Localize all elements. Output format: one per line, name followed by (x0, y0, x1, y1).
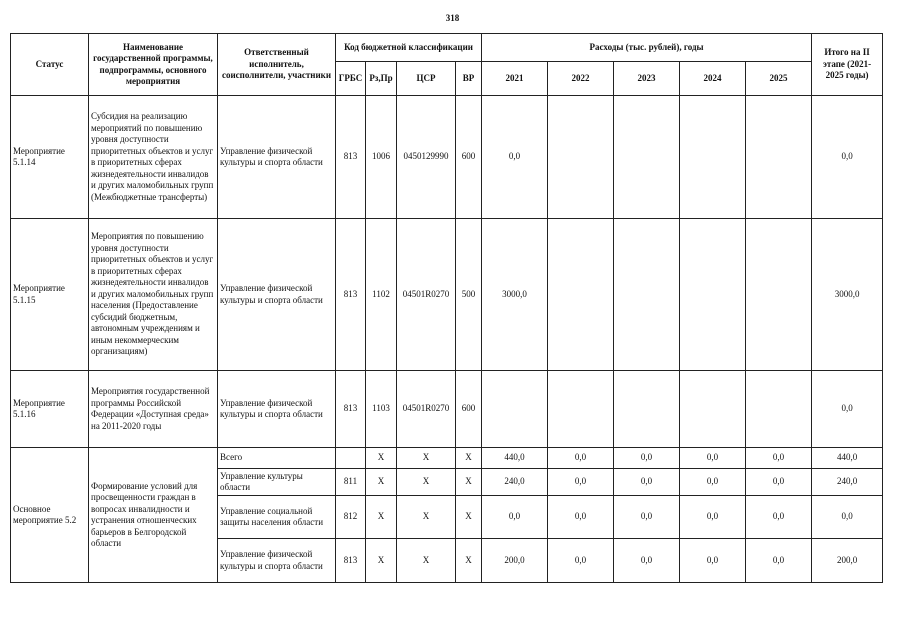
row-total: 3000,0 (812, 219, 883, 371)
row-2022: 0,0 (548, 448, 614, 469)
row-2025: 0,0 (746, 496, 812, 539)
row-status: Мероприятие 5.1.14 (11, 96, 89, 219)
row-2024: 0,0 (680, 469, 746, 496)
row-responsible: Всего (218, 448, 336, 469)
row-2023: 0,0 (614, 469, 680, 496)
row-csr: X (397, 448, 456, 469)
table-row (11, 371, 883, 448)
table-row (11, 219, 883, 371)
row-responsible: Управление физической культуры и спорта области (218, 96, 336, 219)
row-2023 (614, 371, 680, 448)
row-csr: 04501R0270 (397, 219, 456, 371)
row-vr: X (456, 539, 482, 583)
row-2022: 0,0 (548, 496, 614, 539)
row-total: 240,0 (812, 469, 883, 496)
header-vr: ВР (456, 62, 482, 96)
row-vr: X (456, 469, 482, 496)
row-grbs: 813 (336, 539, 366, 583)
row-2021: 3000,0 (482, 219, 548, 371)
row-2021: 0,0 (482, 96, 548, 219)
row-status: Мероприятие 5.1.15 (11, 219, 89, 371)
row-2025: 0,0 (746, 448, 812, 469)
row-grbs (336, 448, 366, 469)
row-2021 (482, 371, 548, 448)
row-2022: 0,0 (548, 469, 614, 496)
header-status: Статус (11, 34, 89, 96)
row-2022 (548, 219, 614, 371)
row-2024 (680, 371, 746, 448)
row-grbs: 811 (336, 469, 366, 496)
row-2025: 0,0 (746, 539, 812, 583)
row-responsible: Управление физической культуры и спорта области (218, 219, 336, 371)
header-name: Наименование государственной программы, подпрограммы, основного мероприятия (89, 34, 218, 96)
row-2025 (746, 96, 812, 219)
row-vr: X (456, 496, 482, 539)
row-rzpr: 1102 (366, 219, 397, 371)
row-grbs: 812 (336, 496, 366, 539)
group-name: Формирование условий для просвещенности граждан в вопросах инвалидности и устранения отношенческих барьеров в Белгородской области (89, 448, 218, 583)
row-status: Мероприятие 5.1.16 (11, 371, 89, 448)
header-responsible: Ответственный исполнитель, соисполнители, участники (218, 34, 336, 96)
header-2024: 2024 (680, 62, 746, 96)
row-total: 200,0 (812, 539, 883, 583)
row-vr: X (456, 448, 482, 469)
row-vr: 600 (456, 371, 482, 448)
row-total: 440,0 (812, 448, 883, 469)
row-responsible: Управление социальной защиты населения области (218, 496, 336, 539)
row-csr: X (397, 469, 456, 496)
row-2021: 440,0 (482, 448, 548, 469)
row-2024: 0,0 (680, 539, 746, 583)
row-2024: 0,0 (680, 496, 746, 539)
row-rzpr: 1103 (366, 371, 397, 448)
header-2023: 2023 (614, 62, 680, 96)
row-2021: 200,0 (482, 539, 548, 583)
row-2025 (746, 371, 812, 448)
header-total: Итого на II этапе (2021-2025 годы) (812, 34, 883, 96)
row-2021: 0,0 (482, 496, 548, 539)
row-csr: X (397, 496, 456, 539)
row-rzpr: X (366, 469, 397, 496)
header-csr: ЦСР (397, 62, 456, 96)
group-status: Основное мероприятие 5.2 (11, 448, 89, 583)
row-2022 (548, 96, 614, 219)
row-grbs: 813 (336, 96, 366, 219)
header-2025: 2025 (746, 62, 812, 96)
header-2022: 2022 (548, 62, 614, 96)
row-2023 (614, 96, 680, 219)
row-2025 (746, 219, 812, 371)
row-total: 0,0 (812, 371, 883, 448)
budget-table (10, 33, 883, 583)
row-2024 (680, 219, 746, 371)
row-2023: 0,0 (614, 448, 680, 469)
row-name: Субсидия на реализацию мероприятий по повышению уровня доступности приоритетных объектов и услуг в приоритетных сферах жизнедеятельности инвалидов и других маломобильных групп (Межбюджетные трансферты) (89, 96, 218, 219)
row-rzpr: X (366, 448, 397, 469)
row-2025: 0,0 (746, 469, 812, 496)
row-grbs: 813 (336, 371, 366, 448)
header-rzpr: Рз,Пр (366, 62, 397, 96)
header-expenses: Расходы (тыс. рублей), годы (482, 34, 812, 62)
row-rzpr: 1006 (366, 96, 397, 219)
table-row (11, 96, 883, 219)
row-name: Мероприятия государственной программы Российской Федерации «Доступная среда» на 2011-2020 годы (89, 371, 218, 448)
header-2021: 2021 (482, 62, 548, 96)
header-budget-code: Код бюджетной классификации (336, 34, 482, 62)
header-grbs: ГРБС (336, 62, 366, 96)
row-rzpr: X (366, 496, 397, 539)
row-csr: 0450129990 (397, 96, 456, 219)
row-grbs: 813 (336, 219, 366, 371)
page-number: 318 (445, 13, 460, 23)
row-2024: 0,0 (680, 448, 746, 469)
row-2021: 240,0 (482, 469, 548, 496)
row-csr: 04501R0270 (397, 371, 456, 448)
row-responsible: Управление культуры области (218, 469, 336, 496)
row-2023: 0,0 (614, 496, 680, 539)
row-vr: 600 (456, 96, 482, 219)
row-2023: 0,0 (614, 539, 680, 583)
table-row (11, 448, 883, 469)
row-total: 0,0 (812, 496, 883, 539)
row-rzpr: X (366, 539, 397, 583)
row-2022 (548, 371, 614, 448)
row-vr: 500 (456, 219, 482, 371)
row-2024 (680, 96, 746, 219)
row-name: Мероприятия по повышению уровня доступности приоритетных объектов и услуг в приоритетных сферах жизнедеятельности инвалидов и других маломобильных групп населения (Предоставление субсидий бюджетным, автономным учреждениям и иным некоммерческим организациям) (89, 219, 218, 371)
row-responsible: Управление физической культуры и спорта области (218, 539, 336, 583)
row-csr: X (397, 539, 456, 583)
row-2023 (614, 219, 680, 371)
row-responsible: Управление физической культуры и спорта области (218, 371, 336, 448)
row-total: 0,0 (812, 96, 883, 219)
row-2022: 0,0 (548, 539, 614, 583)
